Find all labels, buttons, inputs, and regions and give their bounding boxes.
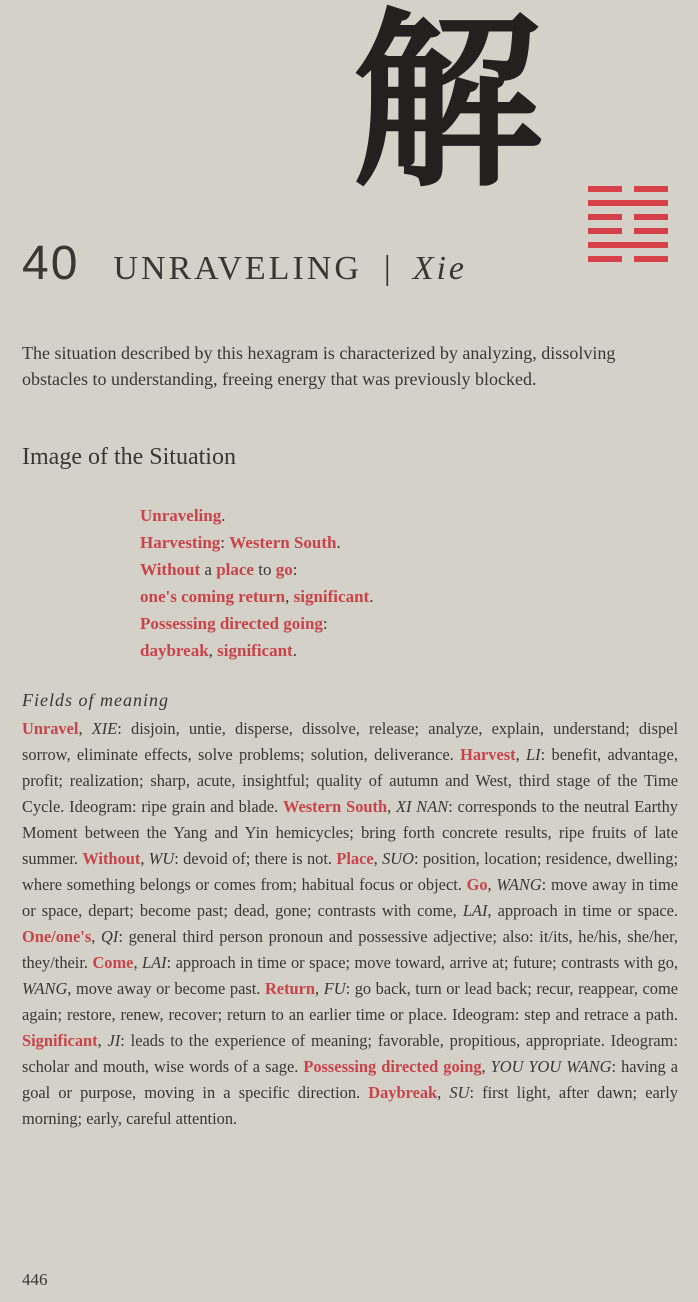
field-term: One/one's: [22, 927, 92, 946]
image-line-term: significant: [293, 587, 370, 606]
field-text: ,: [515, 745, 527, 764]
field-term: Come: [92, 953, 134, 972]
image-line-term: Possessing directed going: [140, 614, 323, 633]
field-text: QI: [101, 927, 119, 946]
field-text: : devoid of; there is not.: [174, 849, 337, 868]
field-text: WU: [148, 849, 175, 868]
field-text: WANG: [496, 875, 542, 894]
field-term: Significant: [22, 1031, 98, 1050]
title-separator: |: [383, 250, 391, 287]
image-line-text: .: [292, 641, 297, 660]
image-line-term: Harvesting: [140, 533, 221, 552]
field-term: Harvest: [460, 745, 516, 764]
image-line-term: one's coming return: [140, 587, 286, 606]
field-term: Without: [82, 849, 141, 868]
field-text: LAI: [142, 953, 167, 972]
field-term: Daybreak: [368, 1083, 438, 1102]
field-term: Western South: [283, 797, 388, 816]
field-text: LAI: [462, 901, 488, 920]
field-text: ,: [387, 797, 397, 816]
field-text: XI NAN: [396, 797, 449, 816]
image-line-term: significant: [217, 641, 293, 660]
image-line-term: place: [216, 560, 254, 579]
hexagram-number: 40: [22, 237, 80, 290]
field-text: : position, location; residence, dwelling; where something belongs or comes from; habitual focus or object.: [22, 849, 678, 894]
image-line: [140, 637, 373, 664]
fields-heading: Fields of meaning: [22, 690, 169, 710]
hexagram-pinyin: Xie: [412, 250, 467, 287]
field-text: ,: [97, 1031, 108, 1050]
image-line: [140, 583, 373, 610]
hexagram-title: [22, 236, 467, 291]
image-line-text: ,: [285, 587, 294, 606]
field-term: Possessing directed going: [303, 1057, 482, 1076]
field-text: : disjoin, untie, disperse, dissolve, release; analyze, explain, understand; dispel sorrow, eliminate effects, solve problems; solution, deliverance.: [22, 719, 679, 764]
field-text: SU: [449, 1083, 470, 1102]
hexagram-line-4: [588, 214, 668, 220]
image-line-text: .: [336, 533, 341, 552]
field-text: : first light, after dawn; early morning; early, careful attention.: [22, 1083, 678, 1128]
image-line: [140, 556, 373, 583]
image-line-text: :: [220, 533, 230, 552]
image-line-term: go: [275, 560, 293, 579]
field-text: : benefit, advantage, profit; realization; sharp, acute, insightful; quality of autumn and West, third stage of the Time Cycle. Ideogram: ripe grain and blade.: [22, 745, 678, 816]
field-text: ,: [91, 927, 102, 946]
image-line-text: a: [200, 560, 217, 579]
image-line-text: to: [253, 560, 276, 579]
field-text: FU: [323, 979, 346, 998]
field-text: ,: [373, 849, 383, 868]
field-text: ,: [437, 1083, 450, 1102]
field-text: ,: [315, 979, 324, 998]
hexagram-figure: [588, 186, 668, 270]
field-text: : move away in time or space, depart; become past; dead, gone; contrasts with come,: [22, 875, 678, 920]
field-text: XIE: [91, 719, 118, 738]
field-text: : approach in time or space; move toward, arrive at; future; contrasts with go,: [166, 953, 678, 972]
field-text: ,: [481, 1057, 491, 1076]
hexagram-line-1: [588, 256, 668, 262]
field-text: , approach in time or space.: [487, 901, 678, 920]
hexagram-line-5: [588, 200, 668, 206]
image-line-term: Without: [140, 560, 201, 579]
field-term: Place: [336, 849, 374, 868]
field-text: : go back, turn or lead back; recur, reappear, come again; restore, renew, recover; return to an earlier time or place. Ideogram: step and retrace a path.: [22, 979, 678, 1024]
field-text: : corresponds to the neutral Earthy Moment between the Yang and Yin hemicycles; bring forth concrete results, ripe fruits of late summer.: [22, 797, 678, 868]
image-line-term: daybreak: [140, 641, 209, 660]
image-line-text: :: [292, 560, 298, 579]
hexagram-line-2: [588, 242, 668, 248]
image-line: [140, 529, 373, 556]
hexagram-line-6: [588, 186, 668, 192]
field-text: ,: [133, 953, 143, 972]
page-number: 446: [22, 1270, 48, 1289]
image-line-text: .: [221, 506, 226, 525]
field-text: LI: [526, 745, 541, 764]
field-text: : having a goal or purpose, moving in a specific direction.: [22, 1057, 678, 1102]
field-term: Return: [264, 979, 316, 998]
hexagram-ideogram: 解: [352, 0, 543, 213]
field-text: WANG: [22, 979, 68, 998]
field-text: , move away or become past.: [67, 979, 265, 998]
image-line: [140, 610, 373, 637]
field-text: ,: [487, 875, 497, 894]
hexagram-line-3: [588, 228, 668, 234]
field-text: : general third person pronoun and possessive adjective; also: it/its, he/his, she/her, they/their.: [22, 927, 678, 972]
intro-paragraph: The situation described by this hexagram is characterized by analyzing, dissolving obstacles to understanding, freeing energy that was previously blocked.: [22, 343, 616, 389]
image-line-text: ,: [208, 641, 218, 660]
image-line: [140, 502, 373, 529]
image-line-text: .: [369, 587, 374, 606]
hexagram-name: UNRAVELING: [113, 250, 362, 287]
field-term: Go: [466, 875, 488, 894]
field-term: Unravel: [22, 719, 79, 738]
field-text: ,: [140, 849, 149, 868]
field-text: JI: [107, 1031, 121, 1050]
image-line-term: Western South: [229, 533, 337, 552]
image-of-situation: [140, 502, 373, 664]
field-text: YOU YOU WANG: [490, 1057, 612, 1076]
field-text: : leads to the experience of meaning; favorable, propitious, appropriate. Ideogram: scholar and mouth, wise words of a sage.: [22, 1031, 678, 1076]
field-text: ,: [78, 719, 92, 738]
fields-of-meaning: [22, 716, 678, 1132]
image-line-text: :: [322, 614, 328, 633]
field-text: SUO: [382, 849, 414, 868]
image-line-term: Unraveling: [140, 506, 222, 525]
image-heading: Image of the Situation: [22, 444, 236, 470]
